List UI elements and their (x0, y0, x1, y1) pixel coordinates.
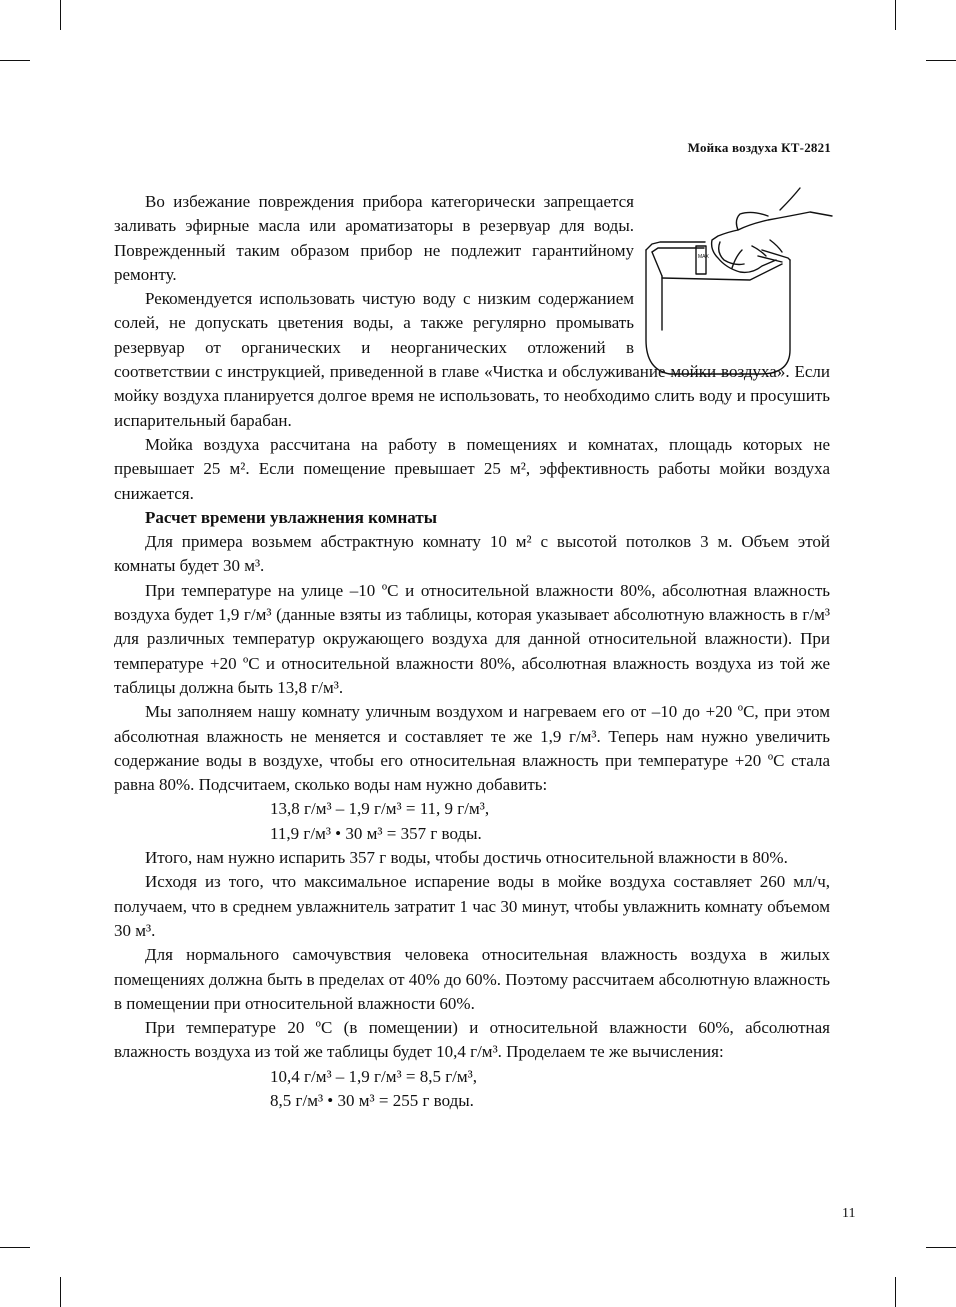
crop-mark-top-left-v (60, 0, 61, 30)
crop-mark-top-right-v (895, 0, 896, 30)
crop-mark-top-left-h (0, 60, 30, 61)
paragraph: Исходя из того, что максимальное испарение воды в мойке воздуха составляет 260 мл/ч, получаем, что в среднем увлажнитель затратит 1 час 30 минут, чтобы увлажнить комнату объемом 30 м³. (114, 872, 830, 940)
crop-mark-bottom-left-h (0, 1247, 30, 1248)
page-body (114, 190, 830, 1113)
tank-max-label: MAX (698, 254, 709, 260)
paragraph: Для нормального самочувствия человека относительная влажность воздуха в жилых помещениях должна быть в пределах от 40% до 60%. Поэтому рассчитаем абсолютную влажность в помещении при относительной влажности 60%. (114, 945, 830, 1013)
running-header: Мойка воздуха КТ-2821 (687, 140, 831, 155)
crop-mark-bottom-right-v (895, 1277, 896, 1307)
section-heading: Расчет времени увлажнения комнаты (145, 507, 437, 527)
paragraph: Мы заполняем нашу комнату уличным воздухом и нагреваем его от –10 до +20 ºС, при этом абсолютная влажность не меняется и составляет те же 1,9 г/м³. Теперь нам нужно увеличить содержание воды в воздухе, чтобы его относительная влажность при температуре +20 ºС стала равна 80%. Подсчитаем, сколько воды нам нужно добавить: (114, 702, 830, 795)
crop-mark-bottom-left-v (60, 1277, 61, 1307)
crop-mark-top-right-h (926, 60, 956, 61)
intro-narrow (114, 190, 830, 287)
paragraph: Для примера возьмем абстрактную комнату 10 м² с высотой потолков 3 м. Объем этой комнаты будет 30 м³. (114, 532, 830, 576)
paragraph: Во избежание повреждения прибора категорически запрещается заливать эфирные масла или ароматизаторы в резервуар для воды. Поврежденный таким образом прибор не подлежит гарантийному ремонту. (114, 192, 634, 284)
crop-mark-bottom-right-h (926, 1247, 956, 1248)
paragraph: Итого, нам нужно испарить 357 г воды, чтобы достичь относительной влажности в 80%. (145, 848, 788, 868)
paragraph: Рекомендуется использовать чистую воду с низким содержанием солей, не допускать цветения воды, а также регулярно промывать резервуар от органических и неорганических отложений в соответствии с инструкцией, приведенной в главе «Чистка и обслуживание мойки воздуха». Если мойку воздуха планируется долгое время не использовать, то необходимо слить воду и просушить испарительный барабан. (114, 289, 830, 430)
formula-line: 8,5 г/м³ • 30 м³ = 255 г воды. (270, 1090, 474, 1110)
formula-line: 11,9 г/м³ • 30 м³ = 357 г воды. (270, 823, 482, 843)
paragraph: Мойка воздуха рассчитана на работу в помещениях и комнатах, площадь которых не превышает 25 м². Если помещение превышает 25 м², эффективность работы мойки воздуха снижается. (114, 434, 830, 503)
paragraph: При температуре на улице –10 ºС и относительной влажности 80%, абсолютная влажность воздуха будет 1,9 г/м³ (данные взяты из таблицы, которая указывает абсолютную влажность в г/м³ для различных температур окружающего воздуха для данной относительной влажности). При температуре +20 ºС и относительной влажности 80%, абсолютная влажность воздуха из той же таблицы должна быть 13,8 г/м³. (114, 580, 830, 697)
illustration-spacer (634, 287, 830, 359)
formula-line: 10,4 г/м³ – 1,9 г/м³ = 8,5 г/м³, (270, 1066, 477, 1086)
formula-line: 13,8 г/м³ – 1,9 г/м³ = 11, 9 г/м³, (270, 799, 490, 819)
paragraph: При температуре 20 ºС (в помещении) и относительной влажности 60%, абсолютная влажность воздуха из той же таблицы будет 10,4 г/м³. Проделаем те же вычисления: (114, 1018, 830, 1062)
page-number: 11 (842, 1206, 856, 1221)
